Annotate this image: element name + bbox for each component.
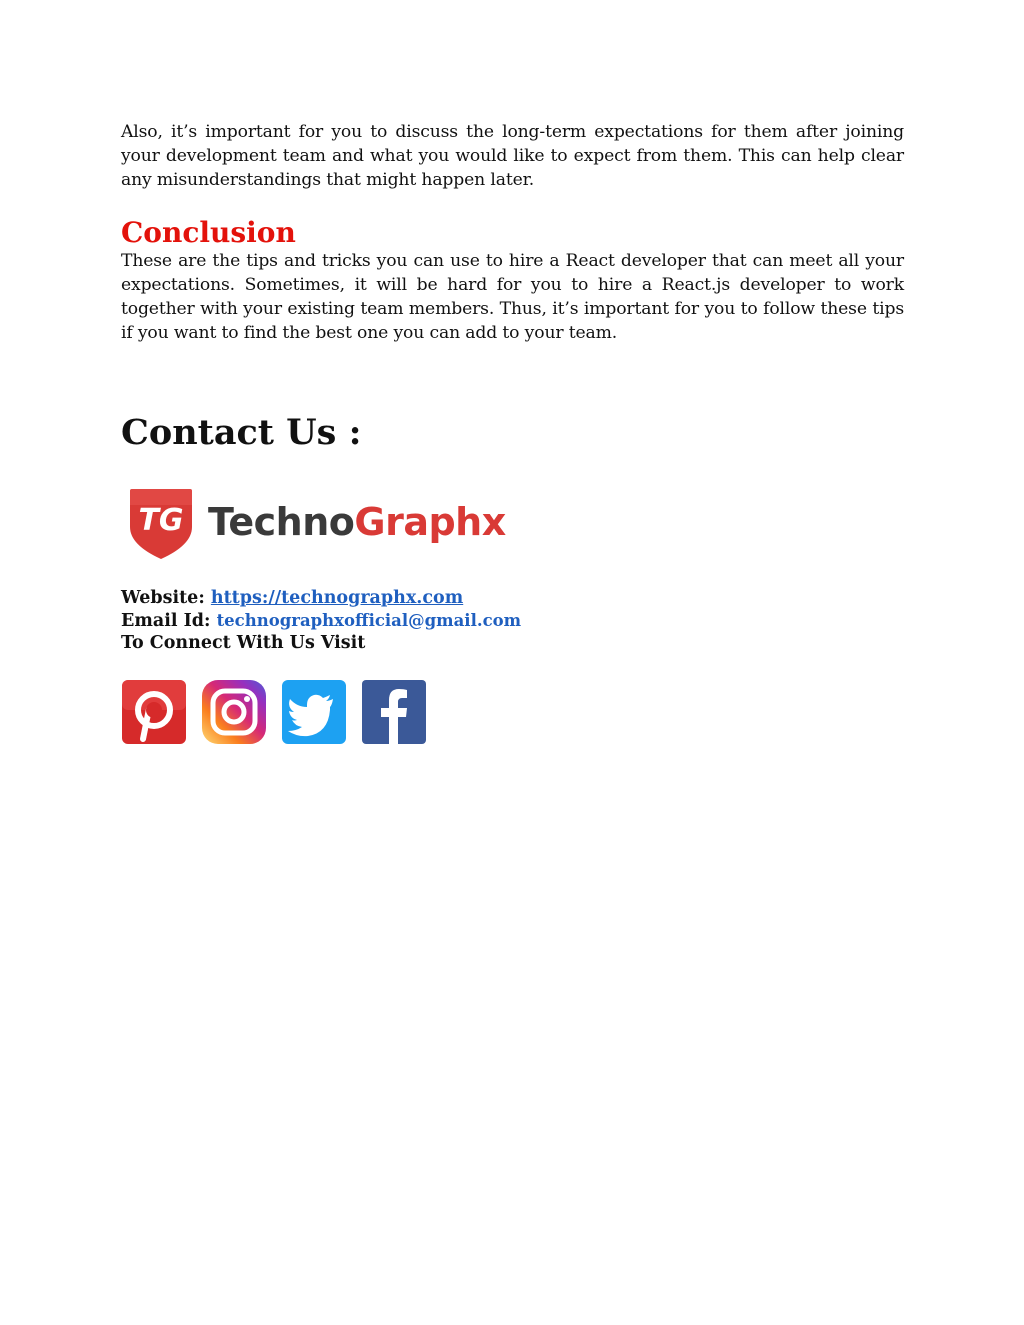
conclusion-heading: Conclusion — [121, 216, 296, 249]
document-page — [121, 120, 904, 745]
logo-wordmark — [208, 502, 506, 542]
email-address[interactable]: technographxofficial@gmail.com — [216, 610, 522, 630]
contact-details — [121, 587, 904, 655]
website-link[interactable]: https://technographx.com — [210, 588, 464, 608]
website-label: Website: — [121, 588, 205, 608]
social-icons — [121, 679, 904, 745]
contact-heading: Contact Us : — [121, 412, 362, 453]
instagram-icon[interactable] — [201, 679, 267, 745]
website-line — [121, 587, 904, 610]
logo-word-techno: Techno — [208, 500, 355, 544]
conclusion-paragraph: These are the tips and tricks you can use to hire a React developer that can meet all your expectations. Sometimes, it will be hard for you to hire a React.js developer to work together with your existing team members. Thus, it’s important for you to follow these tips if you want to find the best one you can add to your team. — [121, 251, 904, 343]
twitter-icon[interactable] — [281, 679, 347, 745]
intro-paragraph: Also, it’s important for you to discuss the long-term expectations for them after joining your development team and what you would like to expect from them. This can help clear any misunderstandings that might happen later. — [121, 122, 904, 190]
pinterest-icon[interactable] — [121, 679, 187, 745]
svg-text:TG: TG — [138, 503, 184, 538]
technographx-logo — [121, 481, 904, 563]
connect-line: To Connect With Us Visit — [121, 633, 366, 653]
shield-logo-icon — [126, 483, 196, 561]
email-label: Email Id: — [121, 610, 211, 631]
logo-word-graphx: Graphx — [354, 500, 506, 544]
email-line — [121, 610, 904, 633]
facebook-icon[interactable] — [361, 679, 427, 745]
